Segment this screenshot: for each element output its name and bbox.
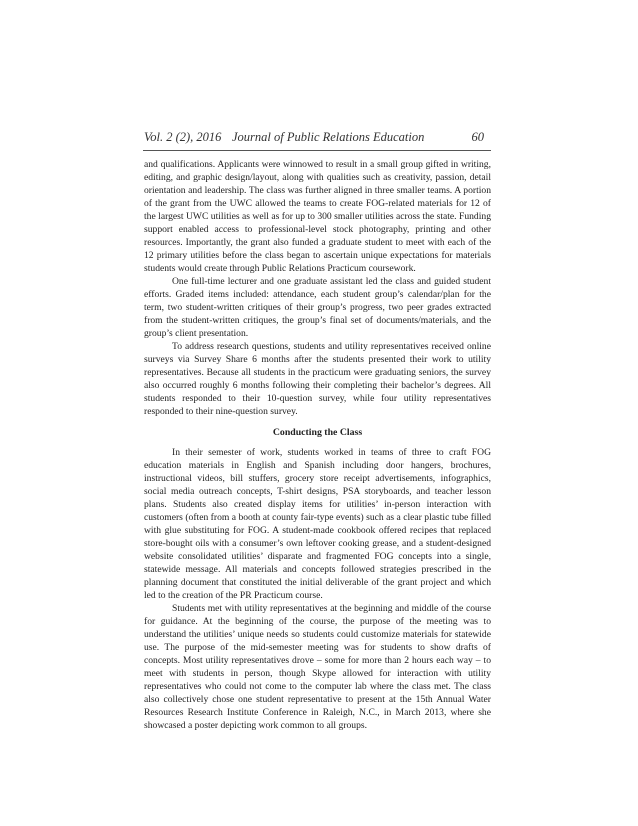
volume-label: Vol. 2 (2), 2016 <box>144 130 222 144</box>
paragraph: and qualifications. Applicants were winnowed to result in a small group gifted in writing, editing, and graphic design/layout, along with qualities such as creativity, passion, detail orientation and leadership. The class was further aligned in three smaller teams. A portion of the grant from the UWC allowed the teams to create FOG-related materials for 12 of the largest UWC utilities as well as for up to 300 smaller utilities across the state. Funding support enabled access to professional-level stock photography, printing and other resources. Importantly, the grant also funded a graduate student to meet with each of the 12 primary utilities before the class began to ascertain unique expectations for materials students would create through Public Relations Practicum coursework. <box>144 159 491 274</box>
paragraph: In their semester of work, students worked in teams of three to craft FOG education materials in English and Spanish including door hangers, brochures, instructional videos, bill stuffers, grocery store receipt advertisements, infographics, social media outreach concepts, T-shirt designs, PSA storyboards, and teacher lesson plans. Students also created display items for utilities’ in-person interaction with customers (often from a booth at county fair-type events) such as a clear plastic tube filled with glue substituting for FOG. A student-made cookbook offered recipes that replaced store-bought oils with a consumer’s own leftover cooking grease, and a student-designed website consolidated utilities’ disparate and fragmented FOG concepts into a single, statewide message. All materials and concepts followed strategies prescribed in the planning document that constituted the initial deliverable of the grant project and which led to the creation of the PR Practicum course. <box>144 447 491 601</box>
paragraph: One full-time lecturer and one graduate assistant led the class and guided student efforts. Graded items included: attendance, each student group’s calendar/plan for the term, two student-written critiques of their group’s progress, two peer grades extracted from the student-written critiques, the group’s final set of documents/materials, and the group’s client presentation. <box>144 276 491 339</box>
journal-title: Journal of Public Relations Education <box>232 130 425 144</box>
paragraph: To address research questions, students and utility representatives received online surveys via Survey Share 6 months after the students presented their work to utility representatives. Because all students in the practicum were graduating seniors, the survey also occurred roughly 6 months following their completing their bachelor’s degrees. All students responded to their 10-question survey, while four utility representatives responded to their nine-question survey. <box>144 341 491 417</box>
page-number: 60 <box>471 130 484 144</box>
running-header <box>144 130 484 148</box>
header-rule <box>143 150 491 151</box>
paragraph: Students met with utility representatives at the beginning and middle of the course for guidance. At the beginning of the course, the purpose of the meeting was to understand the utilities’ unique needs so students could customize materials for statewide use. The purpose of the mid-semester meeting was for students to show drafts of concepts. Most utility representatives drove – some for more than 2 hours each way – to meet with students in person, though Skype allowed for interaction with utility representatives who could not come to the computer lab where the class met. The class also collectively chose one student representative to present at the 15th Annual Water Resources Research Institute Conference in Raleigh, N.C., in March 2013, where she showcased a poster depicting work common to all groups. <box>144 603 491 731</box>
section-heading: Conducting the Class <box>272 427 363 438</box>
body-text <box>144 158 491 732</box>
